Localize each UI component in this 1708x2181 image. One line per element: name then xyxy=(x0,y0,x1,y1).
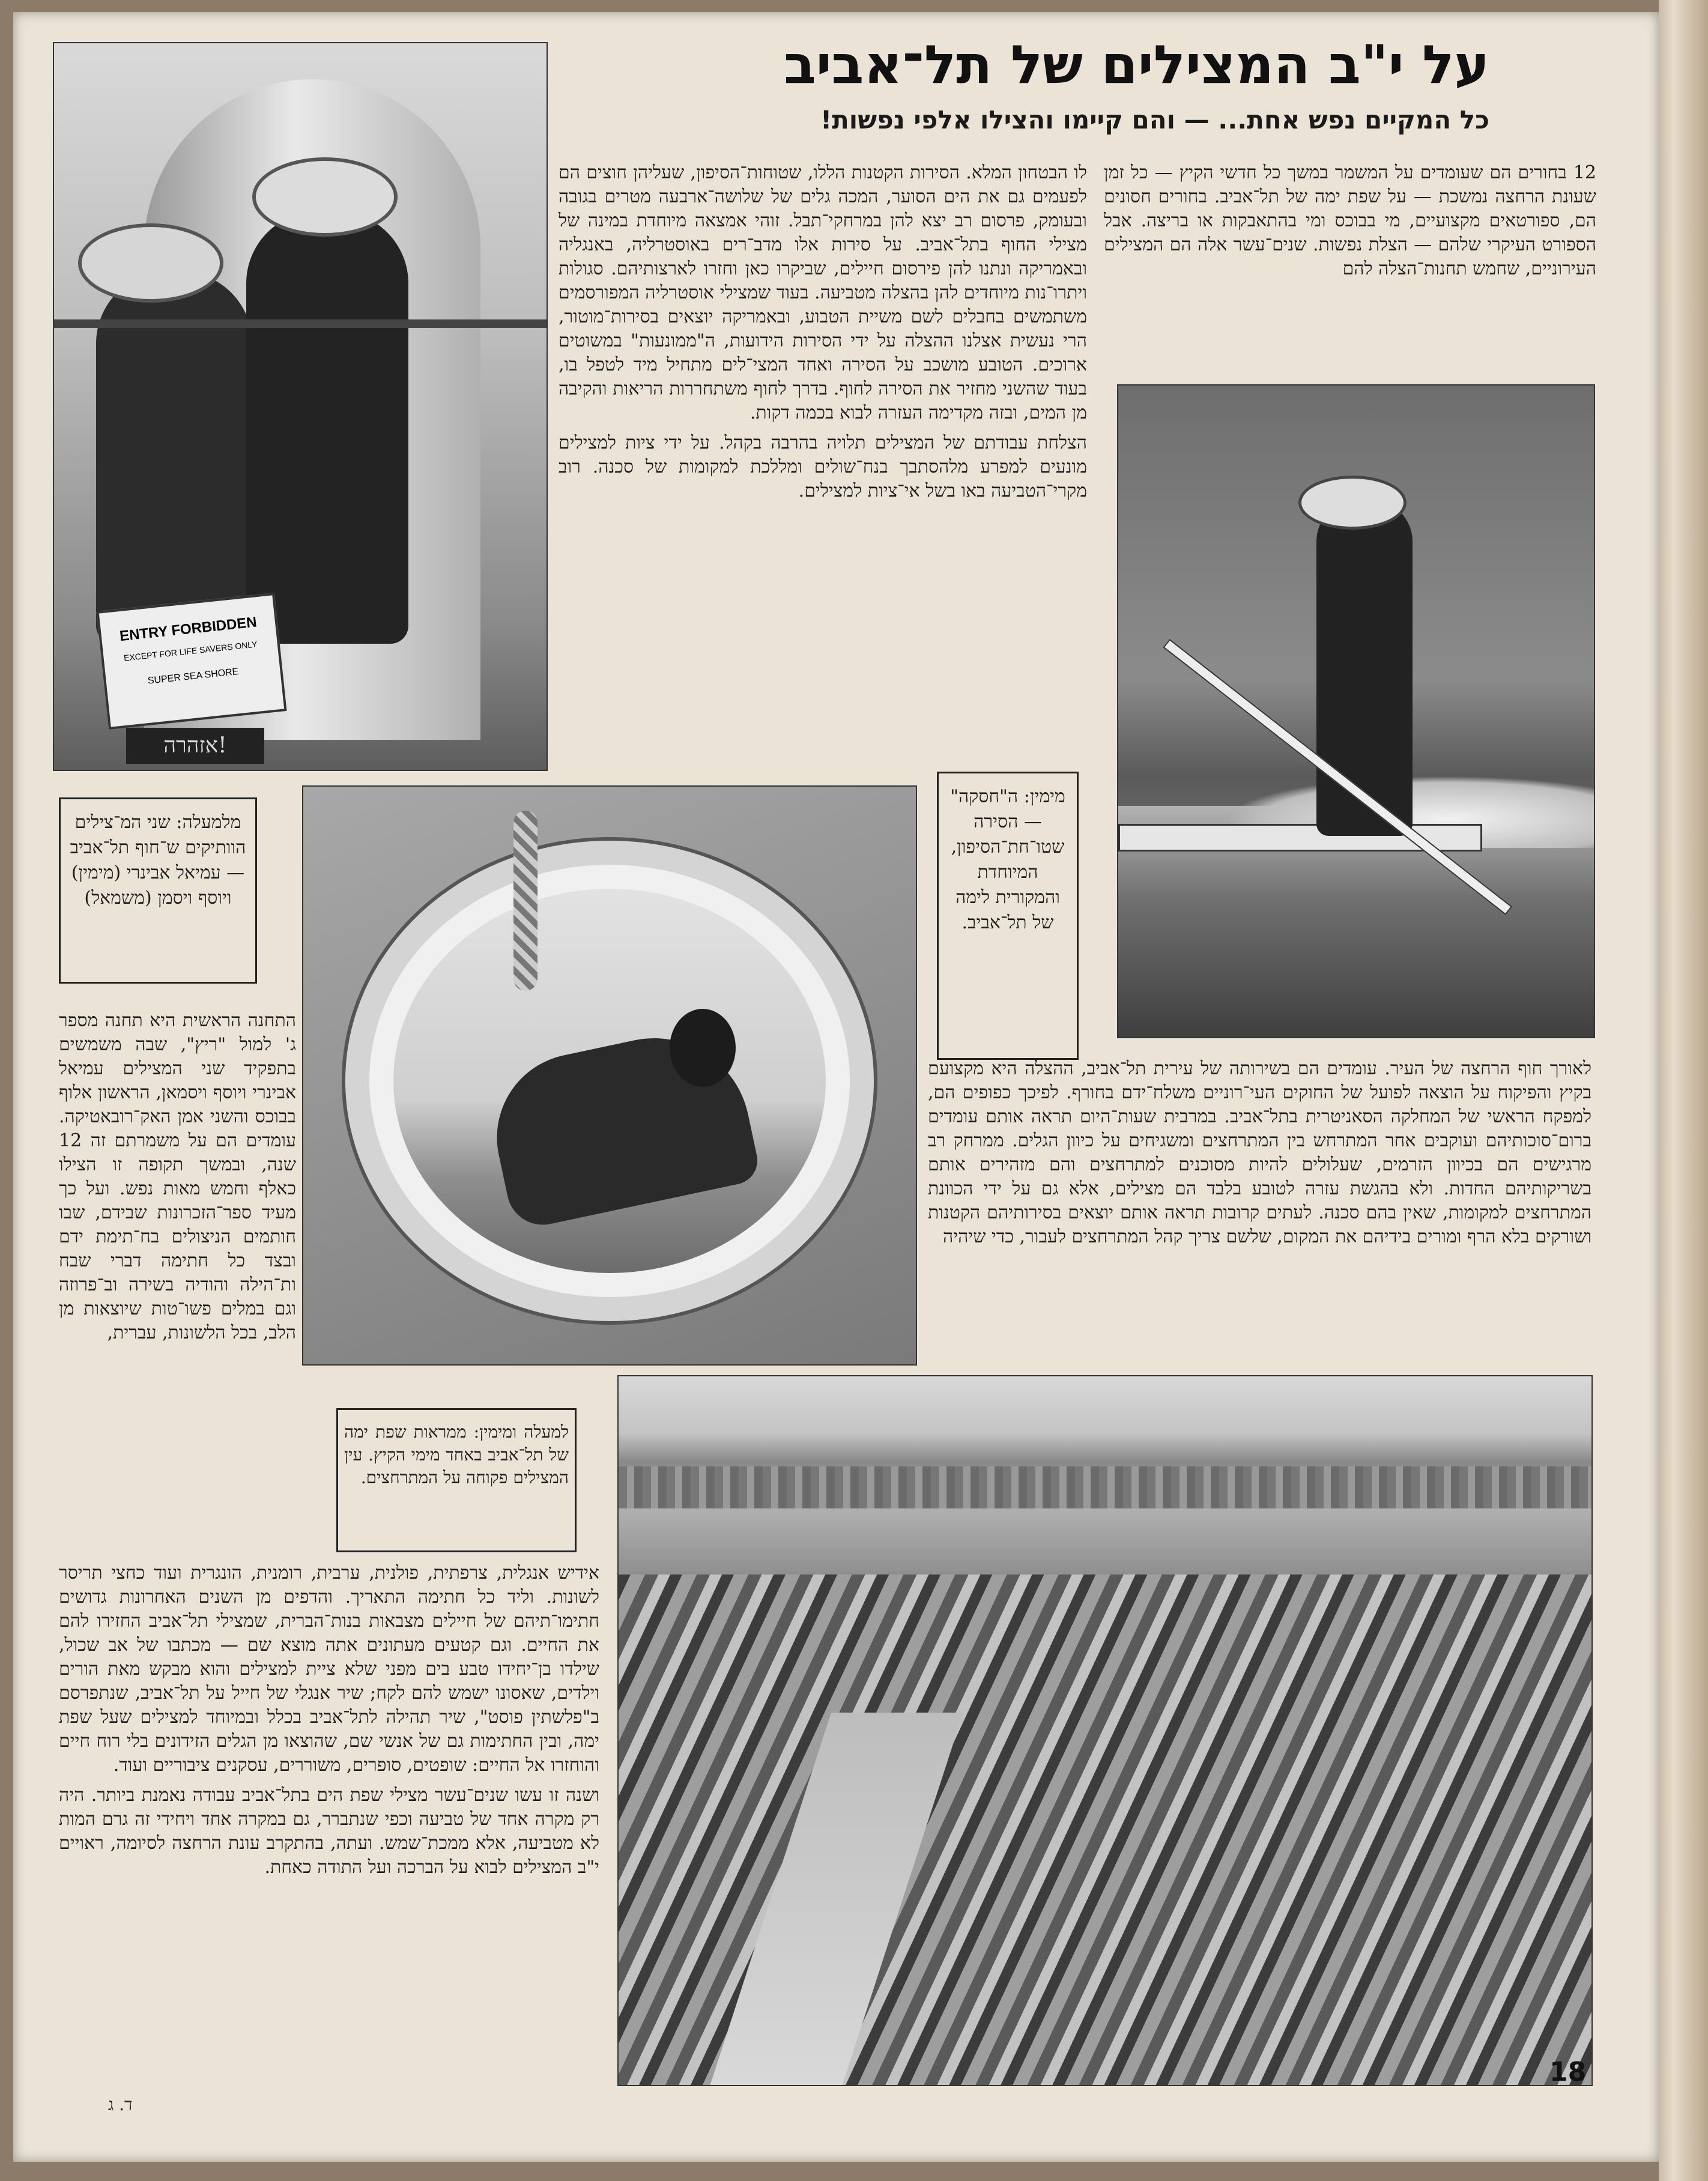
sign-line-3: SUPER SEA SHORE xyxy=(147,666,240,686)
caption-beach xyxy=(336,1408,577,1552)
sunbather-photo xyxy=(302,785,917,1366)
text-column-middle xyxy=(928,1057,1591,1255)
city-skyline xyxy=(619,1466,1591,1508)
text-column-far-left xyxy=(59,1009,296,1351)
sunbather-head xyxy=(670,1009,736,1087)
article-subtitle: כל המקיים נפש אחת... — והם קיימו והצילו אלפי נפשות! xyxy=(820,105,1489,135)
text-column-bottom-left xyxy=(59,1561,599,1886)
page-number: 18 xyxy=(1549,2057,1587,2087)
page-edge xyxy=(1659,0,1708,2181)
text-column-right-top xyxy=(1104,161,1596,287)
beach-crowd-photo xyxy=(617,1375,1593,2086)
caption-hasake-boat xyxy=(937,772,1079,1060)
caption-text: מימין: ה"חסקה" — הסירה שטו־חת־הסיפון, המיוחדת והמקורית לימה של תל־אביב. xyxy=(950,786,1065,933)
sign-line-1: ENTRY FORBIDDEN xyxy=(118,614,258,645)
lifeguard-right-figure xyxy=(246,211,408,644)
paragraph: אידיש אנגלית, צרפתית, פולנית, ערבית, רומנית, הונגרית ועוד כחצי תריסר לשונות. וליד כל חתימה התאריך. והדפים מן השנים האחרונות גדושים חתימו־תיהם של חיילים מצבאות בנות־הברית, שמצילי תל־אביב החזירו להם את החיים. וגם קטעים מעתונים אתה מוצא שם — מכתבו של אב שכול, שילדו בן־יחידו טבע בים מפני שלא ציית למצילים והוא מבקש מאת הורים וילדים, שאסונו ישמש להם לקח; שיר אנגלי של חייל על תל־אביב, שנתפרסם ב"פלשתין פוסט", שיר תהילה לתל־אביב בכלל ובמיוחד למצילים שעל שפת ימה, ובין החתימות גם של אנשי שם, שהוצאו מן הגלים הזידונים בלי רוח חיים והוחזרו אל החיים: שופטים, סופרים, משוררים, עסקנים ציבוריים ועוד. xyxy=(59,1562,599,1776)
paragraph: התחנה הראשית היא תחנה מספר ג' למול "ריץ", שבה משמשים בתפקיד שני המצילים עמיאל אבינרי ויוסף ויסמאן, הראשון אלוף בבוכס והשני אמן האק־רובאטיקה. עומדים הם על משמרתם זה 12 שנה, ובמשך תקופה זו הצילו כאלף וחמש מאות נפש. ועל כך מעיד ספר־הזכרונות שבידם, שבו חותמים הניצולים בח־תימת ידם ובצד כל חתימה דברי שבח ות־הילה והודיה בשירה וב־פרוזה וגם במלים פשו־טות שיוצאות מן הלב, בכל הלשונות, עברית, xyxy=(59,1010,296,1343)
entry-forbidden-sign xyxy=(96,593,286,730)
rope xyxy=(513,811,538,991)
footer-mark: ד. ג xyxy=(108,2095,133,2114)
paragraph: הצלחת עבודתם של המצילים תלויה בהרבה בקהל. על ידי ציות למצילים מונעים למפרע מלהסתבך בנח־שולים ומללכת למקומות של סכנה. רוב מקרי־הטביעה באו בשל אי־ציות למצילים. xyxy=(559,432,1087,501)
paddleboat-photo xyxy=(1117,384,1595,1038)
sign-line-2: EXCEPT FOR LIFE SAVERS ONLY xyxy=(123,639,258,663)
paddler-figure xyxy=(1316,500,1413,836)
hebrew-warning-sign: אזהרה! xyxy=(126,728,264,764)
paragraph: לאורך חוף הרחצה של העיר. עומדים הם בשירותה של עירית תל־אביב, ההצלה היא מקצועם בקיץ והפיקוח על הוצאה לפועל של החוקים העי־רוניים משלח־ידם בחורף. לפיכך כפופים הם, למפקח הראשי של המחלקה הסאניטרית בתל־אביב. במרבית שעות־היום תראה אותם עומדים ברום־סוכותיהם ועוקבים אחר המתרחש בין המתרחצים ומשגיחים על כיוון הגלים. ממרחק רב מרגישים הם בכיוון הזרמים, שעלולים להיות מסוכנים למתרחצים והם מזהירים אותם בשריקותיהם החדות. ולא בהגשת עזרה לטובע בלבד הם מצילים, אלא גם על ידי הכוונת המתרחצים למקומות, שאין בהם סכנה. לעתים קרובות תראה אותם יוצאים בסירותיהם הקטנות ושורקים בלא הרף ומורים בידיהם את המקום, שלשם צריך קהל המתרחצים לעבור, כדי שיהיה xyxy=(928,1058,1591,1247)
text-column-left-top xyxy=(559,161,1087,509)
sun-hat-left xyxy=(78,223,223,303)
paragraph: 12 בחורים הם שעומדים על המשמר במשך כל חדשי הקיץ — כל זמן שעונת הרחצה נמשכת — על שפת ימה של תל־אביב. בחורים חסונים הם, ספורטאים מקצועיים, מי בבוכס ומי בהתאבקות או בריצה. אבל הספורט העיקרי שלהם — הצלת נפשות. שנים־עשר אלה הם המצילים העירוניים, שחמש תחנות־הצלה להם xyxy=(1104,162,1596,279)
paragraph: ושנה זו עשו שנים־עשר מצילי שפת הים בתל־אביב עבודה נאמנת ביותר. היה רק מקרה אחד של טביעה וכפי שנתברר, גם במקרה אחד ויחידי זה גרם המות לא מטביעה, אלא ממכת־שמש. ועתה, בהתקרב עונת הרחצה לסיומה, ראויים י"ב המצילים לבוא על הברכה ועל התודה כאחת. xyxy=(59,1785,599,1878)
lifeguards-tower-photo xyxy=(53,42,548,771)
caption-text: למעלה ומימין: ממראות שפת ימה של תל־אביב באחד מימי הקיץ. עין המצילים פקוחה על המתרחצים. xyxy=(344,1422,569,1487)
paddler-hat xyxy=(1298,476,1407,530)
paragraph: לו הבטחון המלא. הסירות הקטנות הללו, שטוחות־הסיפון, שעליהן חוצים הם לפעמים גם את הים הסוער, המכה גלים של שלושה־ארבעה מטרים בגובה ובעומק, פרסום רב יצא להן במרחקי־תבל. זוהי אמצאה מיוחדת במינה של מצילי החוף בתל־אביב. על סירות אלו מדב־רים באוסטרליה, באנגליה ובאמריקה ונתנו להן פירסום חיילים, שביקרו כאן וחזרו לארצותיהם. סגולות ויתרו־נות מיוחדים להן בהצלה מטביעה. בעוד שמצילי אוסטרליה המפורסמים משתמשים בחבלים לשם משיית הטבוע, ובאמריקה יוצאים בסירות־מוטור, הרי נעשית אצלנו ההצלה על ידי הסירות הידועות, ה"ממונעות" במשוטים ארוכים. הטובע מושכב על הסירה ואחד המצי־לים מתחיל מיד לטפל בו, בעוד שהשני מחזיר את הסירה לחוף. בדרך לחוף משתחררות הריאות והקיבה מן המים, ובזה מקדימה העזרה לבוא בכמה דקות. xyxy=(559,162,1087,423)
railing xyxy=(54,319,547,328)
article-title: על י"ב המצילים של תל־אביב xyxy=(784,34,1489,95)
sun-hat-right xyxy=(252,157,398,237)
caption-lifeguards xyxy=(59,797,257,984)
oval-inner-scene xyxy=(393,889,826,1273)
caption-text: מלמעלה: שני המ־צילים הוותיקים ש־חוף תל־אביב — עמיאל אבינרי (מימין) ויוסף ויסמן (משמאל) xyxy=(70,812,246,909)
sea-band xyxy=(619,1508,1591,1581)
